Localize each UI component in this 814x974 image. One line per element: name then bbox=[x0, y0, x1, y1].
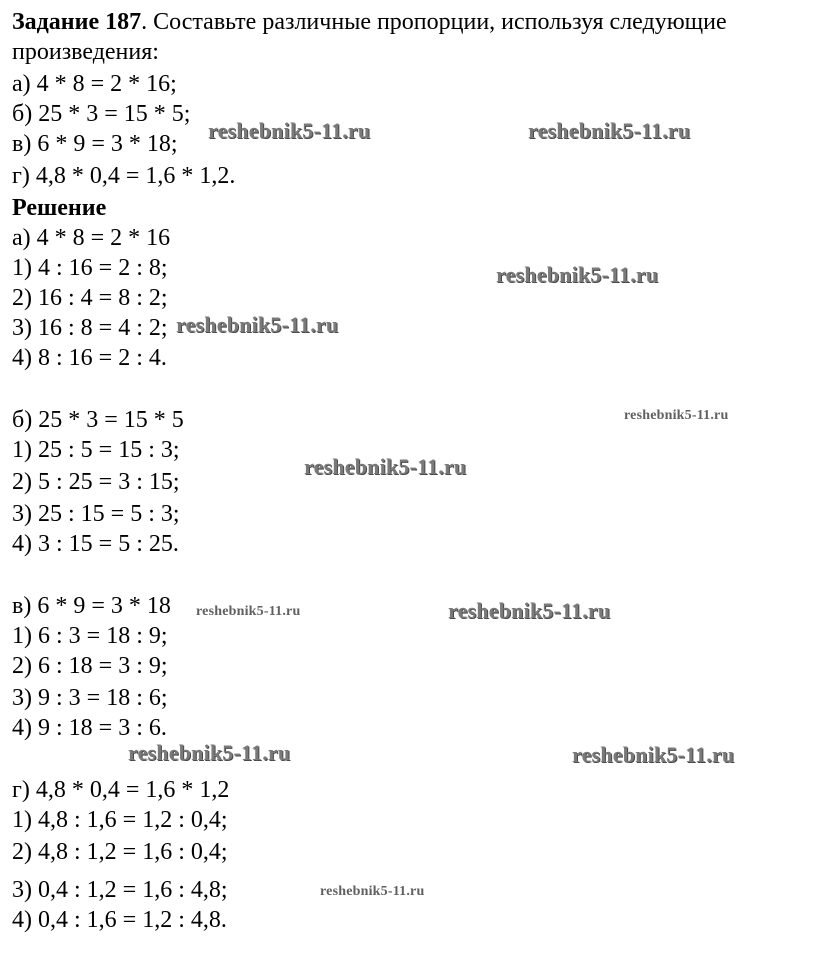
watermark: reshebnik5-11.ru bbox=[304, 454, 467, 479]
watermark: reshebnik5-11.ru bbox=[208, 118, 371, 143]
watermark: reshebnik5-11.ru bbox=[448, 598, 611, 623]
part-b-line-4: 4) 3 : 15 = 5 : 25. bbox=[12, 531, 179, 557]
part-a-line-4: 4) 8 : 16 = 2 : 4. bbox=[12, 345, 167, 371]
part-v-line-1: 1) 6 : 3 = 18 : 9; bbox=[12, 623, 168, 649]
part-v-line-3: 3) 9 : 3 = 18 : 6; bbox=[12, 685, 168, 711]
task-item-g: г) 4,8 * 0,4 = 1,6 * 1,2. bbox=[12, 163, 236, 189]
watermark: reshebnik5-11.ru bbox=[128, 740, 291, 765]
part-a-line-2: 2) 16 : 4 = 8 : 2; bbox=[12, 285, 168, 311]
task-item-a: а) 4 * 8 = 2 * 16; bbox=[12, 71, 177, 97]
part-g-line-2: 2) 4,8 : 1,2 = 1,6 : 0,4; bbox=[12, 839, 228, 865]
part-g-header: г) 4,8 * 0,4 = 1,6 * 1,2 bbox=[12, 777, 230, 803]
task-text: . Составьте различные пропорции, используя следующие bbox=[141, 9, 727, 35]
part-b-line-2: 2) 5 : 25 = 3 : 15; bbox=[12, 469, 180, 495]
part-g-line-4: 4) 0,4 : 1,6 = 1,2 : 4,8. bbox=[12, 907, 227, 933]
part-a-header: а) 4 * 8 = 2 * 16 bbox=[12, 225, 171, 251]
part-b-header: б) 25 * 3 = 15 * 5 bbox=[12, 407, 184, 433]
part-b-line-3: 3) 25 : 15 = 5 : 3; bbox=[12, 501, 180, 527]
part-a-line-3: 3) 16 : 8 = 4 : 2; bbox=[12, 315, 168, 341]
watermark: reshebnik5-11.ru bbox=[176, 312, 339, 337]
watermark: reshebnik5-11.ru bbox=[528, 118, 691, 143]
watermark: reshebnik5-11.ru bbox=[572, 742, 735, 767]
watermark: reshebnik5-11.ru bbox=[320, 884, 425, 899]
watermark: reshebnik5-11.ru bbox=[496, 262, 659, 287]
task-item-b: б) 25 * 3 = 15 * 5; bbox=[12, 101, 191, 127]
task-title-line bbox=[12, 8, 727, 36]
watermark: reshebnik5-11.ru bbox=[196, 604, 301, 619]
task-item-v: в) 6 * 9 = 3 * 18; bbox=[12, 131, 178, 157]
part-v-header: в) 6 * 9 = 3 * 18 bbox=[12, 593, 171, 619]
part-g-line-3: 3) 0,4 : 1,2 = 1,6 : 4,8; bbox=[12, 877, 228, 903]
part-g-line-1: 1) 4,8 : 1,6 = 1,2 : 0,4; bbox=[12, 807, 228, 833]
task-label: Задание 187 bbox=[12, 9, 142, 35]
watermark: reshebnik5-11.ru bbox=[624, 408, 729, 423]
part-v-line-2: 2) 6 : 18 = 3 : 9; bbox=[12, 653, 168, 679]
task-text-continued: произведения: bbox=[12, 39, 159, 65]
part-v-line-4: 4) 9 : 18 = 3 : 6. bbox=[12, 715, 167, 741]
solution-heading: Решение bbox=[12, 195, 107, 221]
part-a-line-1: 1) 4 : 16 = 2 : 8; bbox=[12, 255, 168, 281]
part-b-line-1: 1) 25 : 5 = 15 : 3; bbox=[12, 437, 180, 463]
